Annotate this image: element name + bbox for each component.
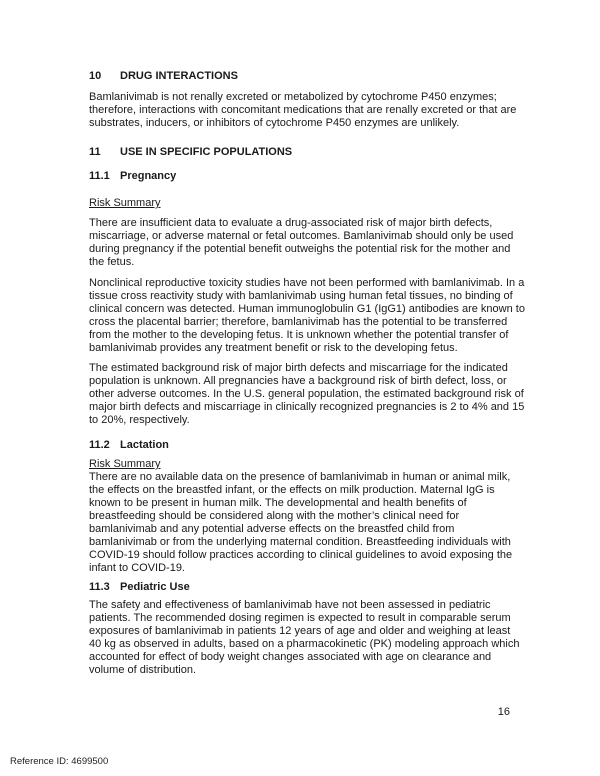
drug-interactions-paragraph: Bamlanivimab is not renally excreted or metabolized by cytochrome P450 enzymes; therefore, interactions with concomitant medications that are renally excreted or that are substrates, inducers, or inhibitors of cytochrome P450 enzymes are unlikely. <box>89 91 517 129</box>
subsection-number: 11.1 <box>89 170 110 182</box>
pregnancy-paragraph-3: The estimated background risk of major birth defects and miscarriage for the indicated population is unknown. All pregnancies have a background risk of birth defect, loss, or other adverse outcomes. In the U.S. general population, the estimated background risk of major birth defects and miscarriage in clinically recognized pregnancies is 2 to 4% and 15 to 20%, respectively. <box>89 362 525 426</box>
pediatric-use-paragraph: The safety and effectiveness of bamlanivimab have not been assessed in pediatric patients. The recommended dosing regimen is expected to result in comparable serum exposures of bamlanivimab in patients 12 years of age and older and weighing at least 40 kg as observed in adults, based on a pharmacokinetic (PK) modeling approach which accounted for effect of body weight changes associated with age on clearance and volume of distribution. <box>89 599 520 676</box>
pregnancy-paragraph-2: Nonclinical reproductive toxicity studies have not been performed with bamlanivimab. In a tissue cross reactivity study with bamlanivimab using human fetal tissues, no binding of clinical concern was detected. Human immunoglobulin G1 (IgG1) antibodies are known to cross the placental barrier; therefore, bamlanivimab has the potential to be transferred from the mother to the developing fetus. It is unknown whether the potential transfer of bamlanivimab provides any treatment benefit or risk to the developing fetus. <box>89 277 525 354</box>
subsection-heading-pediatric-use <box>89 581 525 594</box>
section-heading-drug-interactions <box>89 70 525 83</box>
subsection-heading-pregnancy <box>89 170 525 183</box>
section-number: 11 <box>89 146 101 158</box>
section-heading-use-in-specific-populations <box>89 146 525 159</box>
reference-id: Reference ID: 4699500 <box>10 756 109 767</box>
pregnancy-paragraph-1: There are insufficient data to evaluate a drug-associated risk of major birth defects, miscarriage, or adverse maternal or fetal outcomes. Bamlanivimab should only be used during pregnancy if the potential benefit outweighs the potential risk for the mother and the fetus. <box>89 217 514 268</box>
document-content <box>89 70 525 677</box>
section-number: 10 <box>89 70 102 82</box>
lactation-risk-summary-heading: Risk Summary <box>89 458 161 470</box>
subsection-title: Pregnancy <box>120 170 177 182</box>
section-title: DRUG INTERACTIONS <box>120 70 238 82</box>
page-number: 16 <box>497 706 510 718</box>
subsection-number: 11.2 <box>89 439 110 451</box>
subsection-title: Lactation <box>120 439 169 451</box>
subsection-number: 11.3 <box>89 581 110 593</box>
subsection-title: Pediatric Use <box>120 581 190 593</box>
subsection-heading-lactation <box>89 439 525 452</box>
pregnancy-risk-summary-heading: Risk Summary <box>89 197 161 209</box>
section-title: USE IN SPECIFIC POPULATIONS <box>120 146 293 158</box>
lactation-paragraph: There are no available data on the presence of bamlanivimab in human or animal milk, the effects on the breastfed infant, or the effects on milk production. Maternal IgG is known to be present in human milk. The developmental and health benefits of breastfeeding should be considered along with the mother’s clinical need for bamlanivimab and any potential adverse effects on the breastfed child from bamlanivimab or from the underlying maternal condition. Breastfeeding individuals with COVID-19 should follow practices according to clinical guidelines to avoid exposing the infant to COVID-19. <box>89 471 513 574</box>
